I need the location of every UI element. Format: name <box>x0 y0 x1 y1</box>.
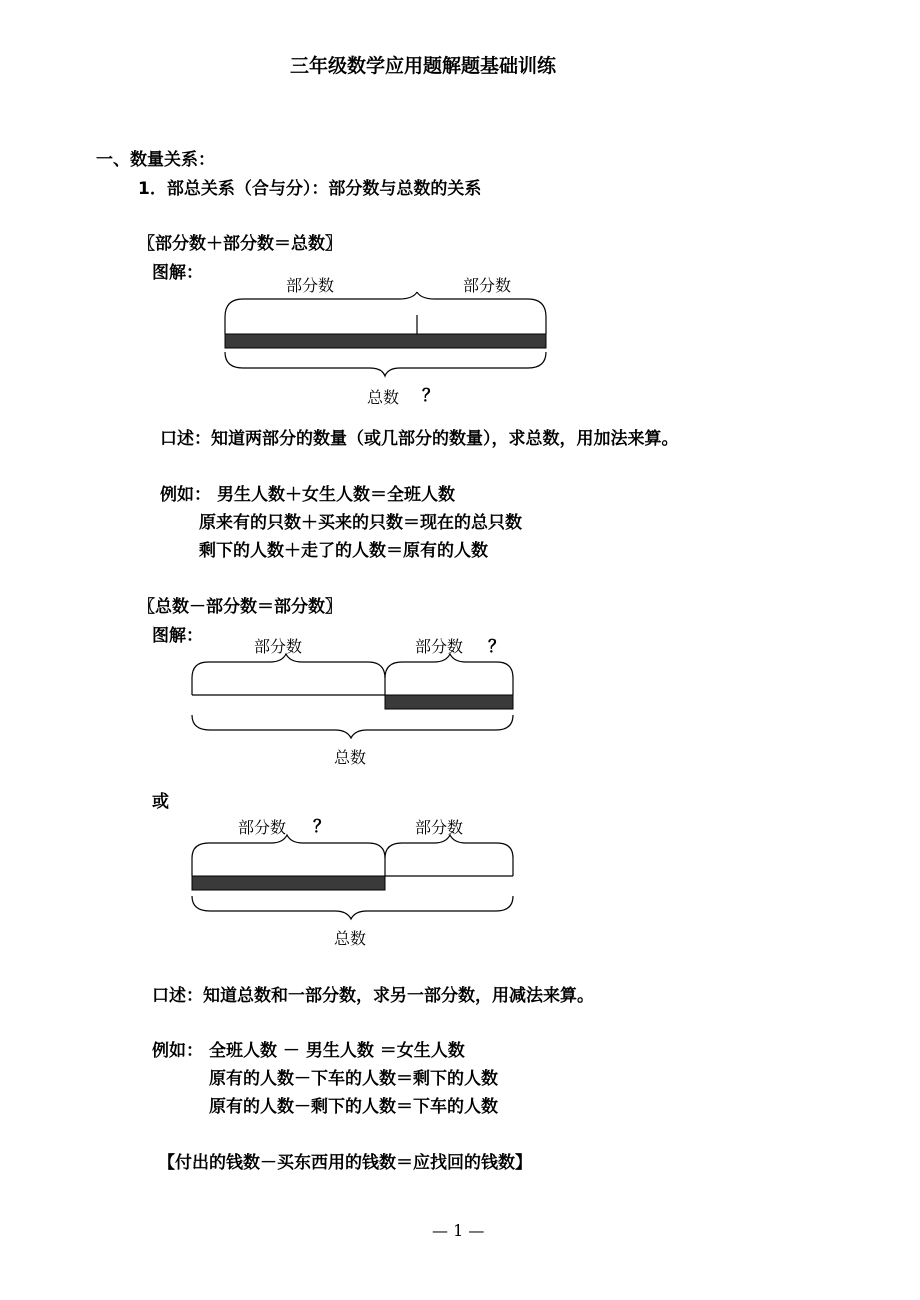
brace-top-right <box>385 835 513 858</box>
explain-sub: 口述：知道总数和一部分数，求另一部分数，用减法来算。 <box>152 986 594 1006</box>
example-line: 剩下的人数＋走了的人数＝原有的人数 <box>199 541 488 561</box>
subsection-heading: 1．部总关系（合与分）：部分数与总数的关系 <box>138 179 482 199</box>
formula-add: 〖部分数＋部分数＝总数〗 <box>138 234 342 254</box>
label-part-right: 部分数 <box>463 276 512 295</box>
label-part-right: 部分数 <box>415 818 464 837</box>
diagram-label: 图解： <box>152 626 203 646</box>
label-part-left: 部分数 <box>254 637 303 656</box>
or-label: 或 <box>152 792 169 812</box>
example-line: 全班人数 － 男生人数 ＝女生人数 <box>209 1041 465 1061</box>
page-title: 三年级数学应用题解题基础训练 <box>290 55 557 77</box>
examples-label: 例如： <box>152 1041 203 1061</box>
label-part-left: 部分数 <box>286 276 335 295</box>
question-mark: ？ <box>313 817 330 837</box>
label-total: 总数 <box>334 929 367 948</box>
brace-top-left <box>192 835 385 858</box>
label-part-right: 部分数 <box>415 637 464 656</box>
brace-bottom <box>192 896 513 919</box>
formula-sub: 〖总数－部分数＝部分数〗 <box>138 597 342 617</box>
page-number: — 1 — <box>432 1221 485 1240</box>
diagram-label: 图解： <box>152 263 203 283</box>
formula-money: 【付出的钱数－买东西用的钱数＝应找回的钱数】 <box>158 1153 532 1173</box>
explain-add: 口述：知道两部分的数量（或几部分的数量），求总数，用加法来算。 <box>160 429 679 449</box>
label-total: 总数 <box>367 388 400 407</box>
question-mark: ？ <box>422 386 439 406</box>
section-heading: 一、数量关系： <box>96 150 215 170</box>
examples-label: 例如： <box>160 485 211 505</box>
label-part-left: 部分数 <box>238 818 287 837</box>
bar-part-filled <box>192 876 385 890</box>
label-total: 总数 <box>334 748 367 767</box>
example-line: 原有的人数－下车的人数＝剩下的人数 <box>209 1069 498 1089</box>
example-line: 原有的人数－剩下的人数＝下车的人数 <box>209 1097 498 1117</box>
example-line: 男生人数＋女生人数＝全班人数 <box>217 485 455 505</box>
example-line: 原来有的只数＋买来的只数＝现在的总只数 <box>199 513 522 533</box>
question-mark: ？ <box>488 637 505 657</box>
